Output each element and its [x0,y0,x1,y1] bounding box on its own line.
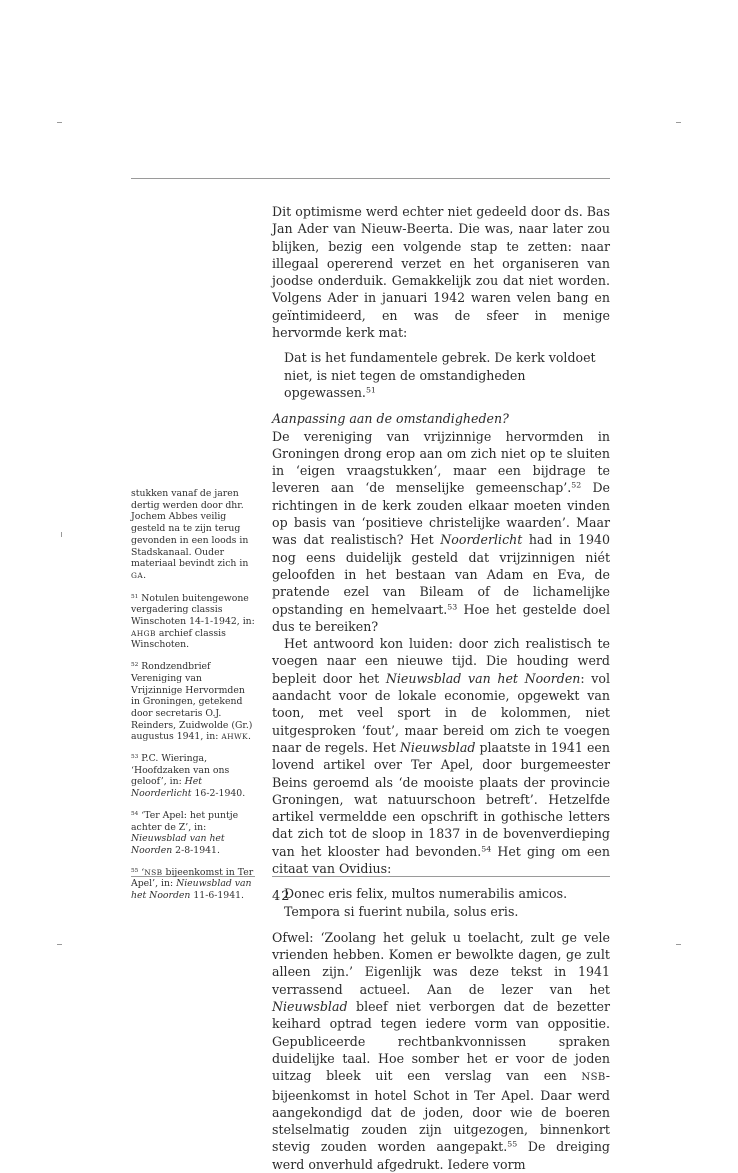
registration-mark [61,532,62,537]
footnote-53: $^{53}$ P.C. Wieringa, ‘Hoofdzaken van ons geloof’, in: Het Noorderlicht 16-2-1940. [131,753,246,800]
crop-mark [57,122,62,123]
footnote-51: $^{51}$ Notulen buitengewone vergadering classis Winschoten 14-1-1942, in: AHGB archief classis Winschoten. [131,592,255,651]
crop-mark [676,122,681,123]
crop-mark [57,944,62,945]
footnote-52: $^{52}$ Rondzendbrief Vereniging van Vrijzinnige Hervormden in Groningen, getekend door secretaris O.J. Reinders, Zuidwolde (Gr.) augustus 1941, in: AHWK. [131,661,253,743]
footnote-number: 55 [131,867,139,874]
crop-mark [676,944,681,945]
paragraph-text: Dit optimisme werd echter niet gedeeld door ds. Bas Jan Ader van Nieuw-Beerta. Die was, naar later zou blijken, bezig een volgende stap te zetten: naar illegaal opererend verzet en het organiseren van joodse onderduik. Gemakkelijk zou dat niet worden. Volgens Ader in januari 1942 waren velen bang en geïntimideerd, en was de sfeer in menige hervormde kerk mat: [272,204,610,341]
margin-notes [131,488,255,912]
verse-quote [284,885,610,920]
quote-text: Dat is het fundamentele gebrek. De kerk voldoet niet, is niet tegen de omstandigheden opgewassen. [284,350,596,400]
footnote-ref[interactable]: 51 [365,385,376,395]
italic-title: Nieuwsblad [399,739,476,755]
section-heading: Aanpassing aan de omstandigheden? [272,411,509,427]
main-text-column [272,203,610,1173]
footnote-number: 51 [131,593,139,600]
paragraph [272,203,610,341]
header-rule [131,178,610,179]
footnote-55: $^{55}$ ‘NSB bijeenkomst in Ter Apel’, in: Nieuwsblad van het Noorden 11-6-1941. [131,866,254,902]
italic-title: Noorderlicht [440,532,523,548]
paragraph: De vereniging van vrijzinnige hervormden in Groningen drong erop aan om zich niet op te sluiten in ‘eigen vraagstukken’, maar een bijdrage te leveren aan ‘de menselijke gemeenschap’.$^{52}$ De richtingen in de kerk zouden elkaar moeten vinden op basis van ‘positieve christelijke waarden’. Maar was dat realistisch? Het Noorderlicht had in 1940 nog eens duidelijk gesteld dat vrijzinnigen niét geloofden in het bestaan van Adam en Eva, de pratende ezel van Bileam of de lichamelijke opstanding en hemelvaart.$^{53}$ Hoe het gestelde doel dus te bereiken? [272,428,610,634]
footnote-ref[interactable]: 55 [507,1140,518,1150]
footnote-54: $^{54}$ ‘Ter Apel: het puntje achter de Z’, in: Nieuwsblad van het Noorden 2-8-1941. [131,809,239,856]
footnote-ref[interactable]: 54 [481,844,492,854]
footnote-ref[interactable]: 53 [447,602,458,612]
footnote-number: 54 [131,810,139,817]
block-quote [284,349,610,401]
note-continued: stukken vanaf de jaren dertig werden door dhr. Jochem Abbes veilig gesteld na te zijn terug gevonden in een loods in Stadskanaal. Ouder materiaal bevindt zich in GA. [131,488,249,581]
paragraph: Het antwoord kon luiden: door zich realistisch te voegen naar een nieuwe tijd. Die houding werd bepleit door het Nieuwsblad van het Noorden: vol aandacht voor de lokale economie, opgewekt van toon, met veel sport in de kolommen, niet uitgesproken ‘fout’, maar bereid om zich te voegen naar de regels. Het Nieuwsblad plaatste in 1941 een lovend artikel over Ter Apel, door burgemeester Beins geroemd als ‘de mooiste plaats der provincie Groningen, wat natuurschoon betreft’. Hetzelfde artikel vermeldde een opschrift in gothische letters dat zich tot de sloop in 1837 in de bovenverdieping van het klooster had bevonden.$^{54}$ Het ging om een citaat van Ovidius: [272,636,610,876]
italic-title: Nieuwsblad [272,999,348,1015]
italic-title: Nieuwsblad van het Noorden [385,670,581,686]
page-number: 42 [272,889,291,904]
footnote-number: 52 [131,661,139,668]
verse-line: Donec eris felix, multos numerabilis amicos. [284,886,568,902]
verse-line: Tempora si fuerint nubila, solus eris. [284,903,519,919]
paragraph: Ofwel: ‘Zoolang het geluk u toelacht, zult ge vele vrienden hebben. Komen er bewolkte dagen, ge zult alleen zijn.’ Eigenlijk was deze tekst in 1941 verrassend actueel. Aan de lezer van het Nieuwsblad bleef niet verborgen dat de bezetter keihard optrad tegen iedere vorm van oppositie. Gepubliceerde rechtbankvonnissen spraken duidelijke taal. Hoe somber het er voor de joden uitzag bleek uit een verslag van een NSB-bijeenkomst in hotel Schot in Ter Apel. Daar werd aangekondigd dat de joden, door wie de boeren stelselmatig zouden zijn uitgezogen, binnenkort stevig zouden worden aangepakt.$^{55}$ De dreiging werd onverhuld afgedrukt. Iedere vorm [272,929,610,1172]
abbreviation: NSB [581,1072,606,1084]
footnote-ref[interactable]: 52 [571,481,582,491]
footnote-number: 53 [131,753,139,760]
